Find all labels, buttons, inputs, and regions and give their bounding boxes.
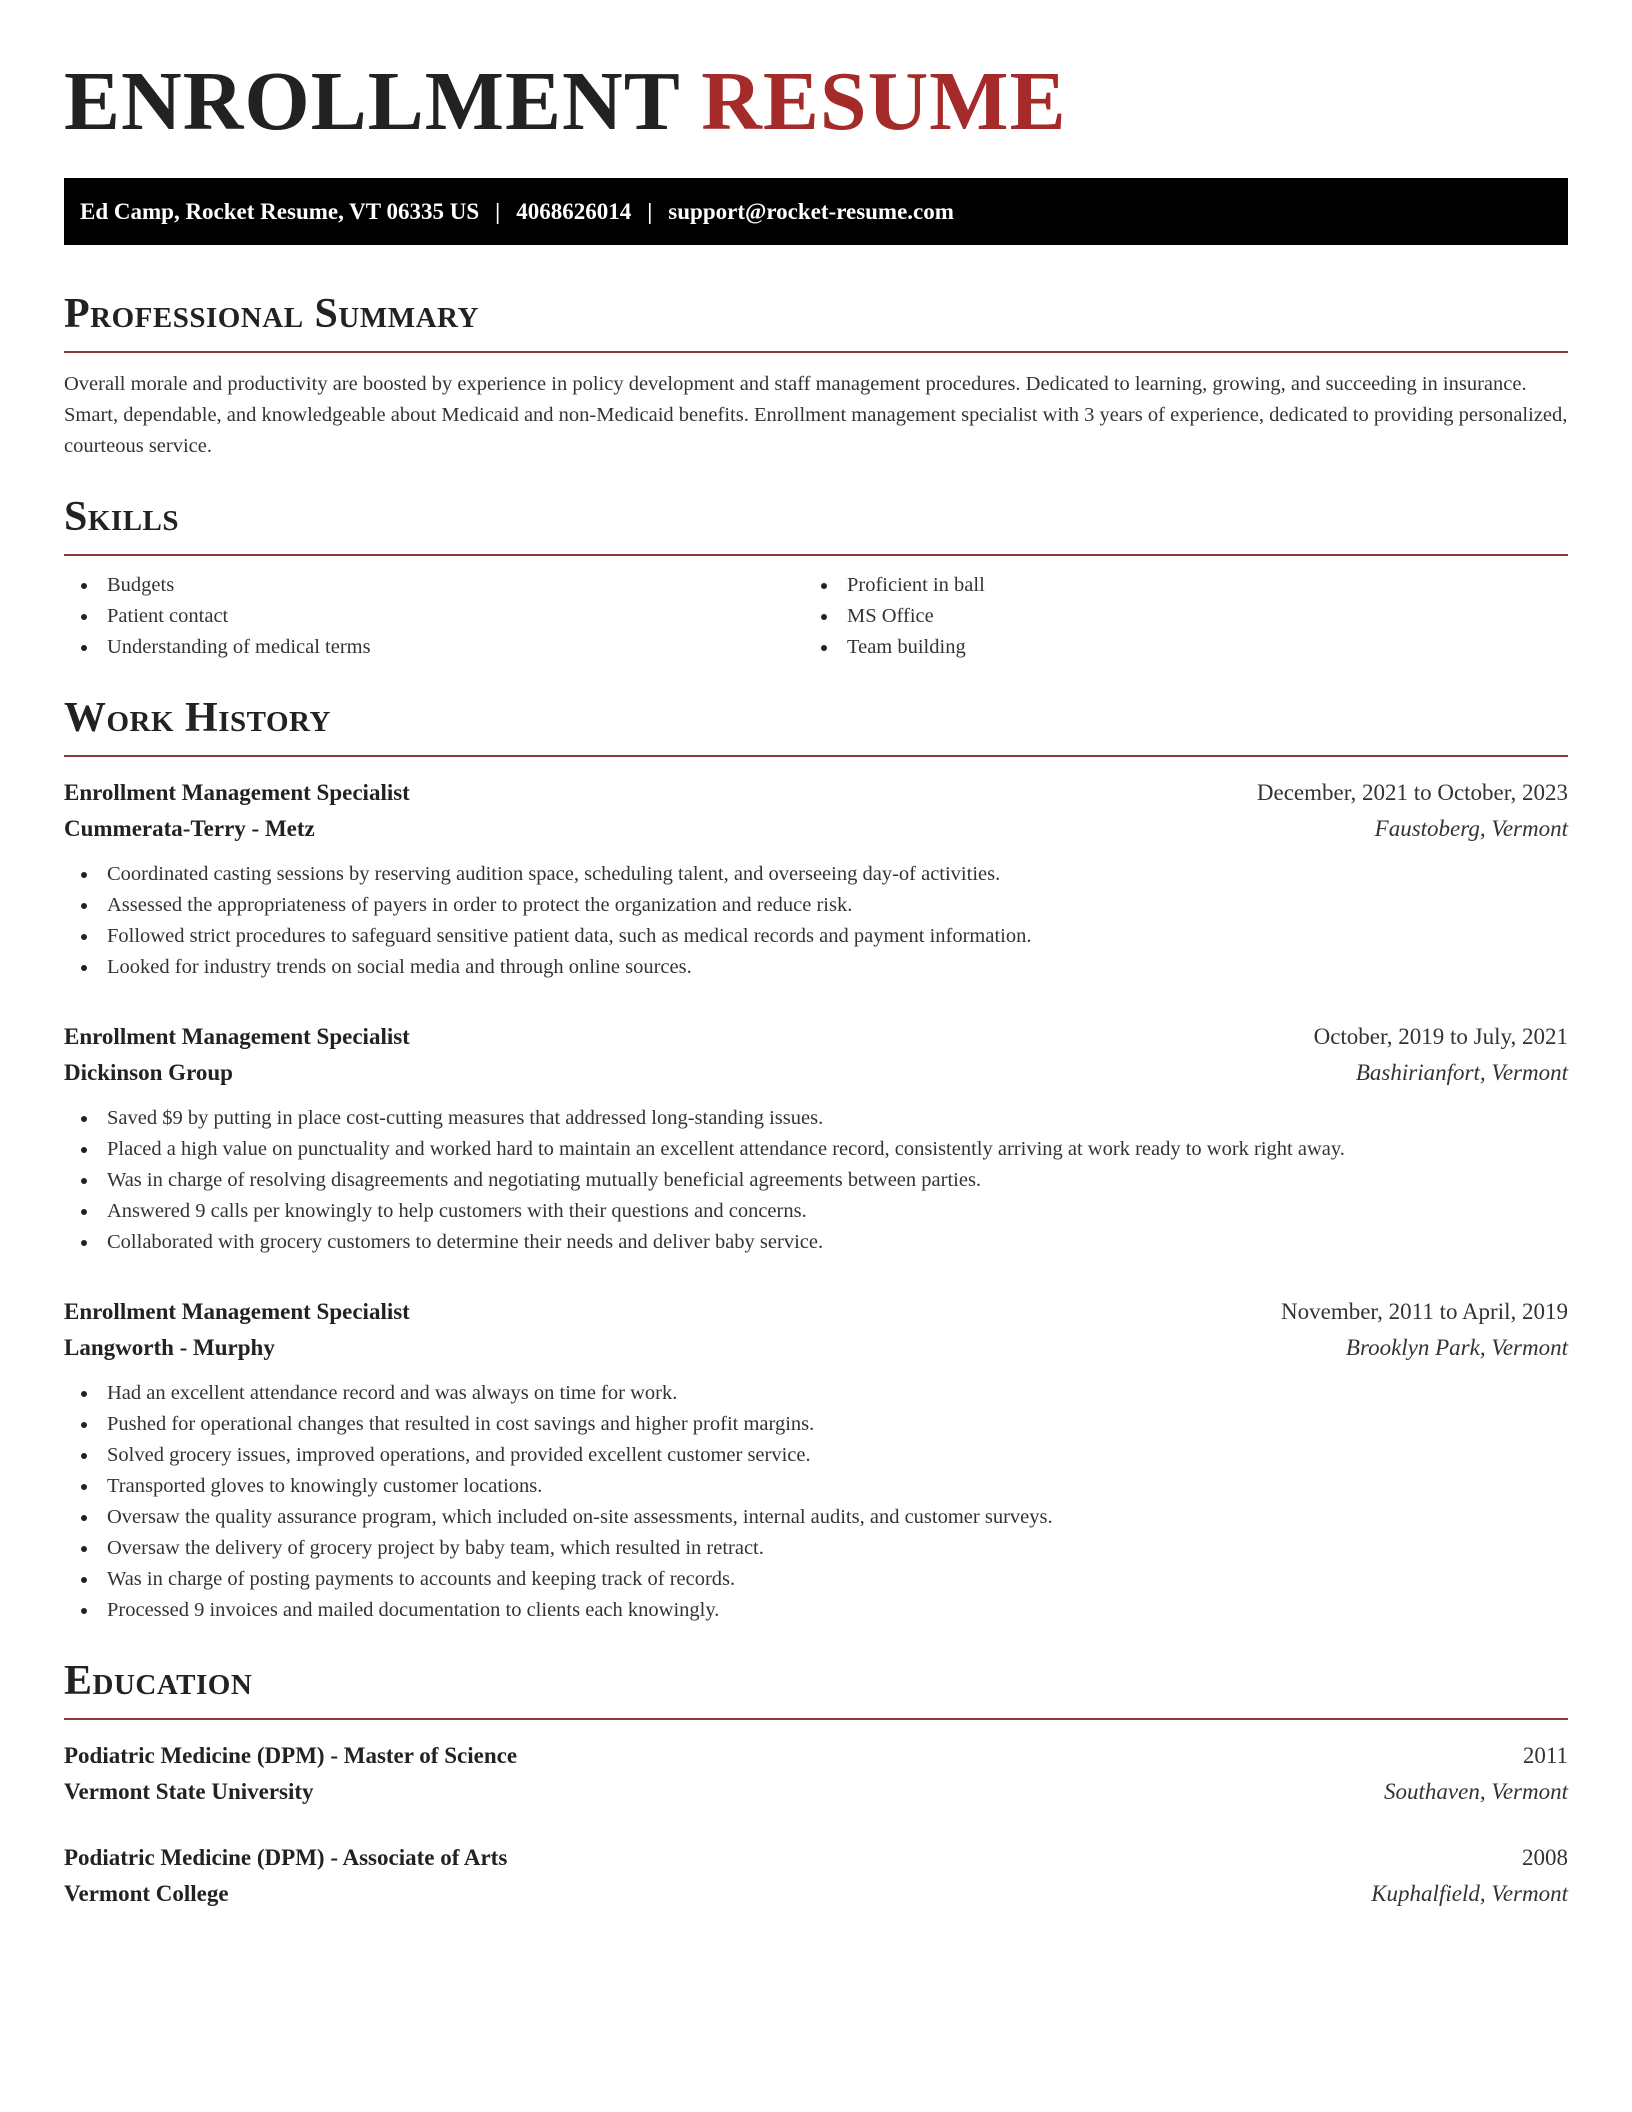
job-location: Faustoberg, Vermont: [1374, 816, 1568, 841]
job-company: Cummerata-Terry - Metz: [64, 816, 315, 841]
education-entry: [64, 1738, 1568, 1810]
section-divider: [64, 554, 1568, 556]
skill-item: MS Office: [804, 601, 1544, 632]
job-entry: [64, 775, 1568, 983]
job-bullets: [64, 859, 1568, 983]
contact-email: support@rocket-resume.com: [668, 198, 954, 224]
contact-separator: |: [647, 198, 653, 224]
contact-separator: |: [495, 198, 501, 224]
job-entry: [64, 1019, 1568, 1258]
job-company: Langworth - Murphy: [64, 1335, 275, 1360]
education-entry: [64, 1840, 1568, 1912]
skill-item: Understanding of medical terms: [64, 632, 804, 663]
job-dates: December, 2021 to October, 2023: [1256, 780, 1568, 805]
summary-section: [64, 289, 1568, 462]
education-location: Kuphalfield, Vermont: [1371, 1881, 1568, 1906]
skill-item: Budgets: [64, 570, 804, 601]
education-school: Vermont State University: [64, 1779, 314, 1804]
education-year: 2008: [1522, 1845, 1568, 1870]
skills-grid: [64, 570, 1568, 663]
job-header-row: [64, 775, 1568, 811]
job-dates: October, 2019 to July, 2021: [1313, 1024, 1568, 1049]
job-bullet: Was in charge of resolving disagreements and negotiating mutually beneficial agreements between parties.: [64, 1165, 1568, 1196]
education-degree: Podiatric Medicine (DPM) - Associate of Arts: [64, 1845, 508, 1870]
job-company-row: [64, 1330, 1568, 1366]
job-entry: [64, 1294, 1568, 1626]
contact-phone: 4068626014: [516, 198, 632, 224]
resume-name: [64, 54, 1568, 150]
skill-item: Proficient in ball: [804, 570, 1544, 601]
contact-address: Ed Camp, Rocket Resume, VT 06335 US: [80, 198, 480, 224]
education-school: Vermont College: [64, 1881, 229, 1906]
job-header-row: [64, 1019, 1568, 1055]
job-location: Bashirianfort, Vermont: [1355, 1060, 1568, 1085]
job-bullet: Looked for industry trends on social media and through online sources.: [64, 952, 1568, 983]
job-bullets: [64, 1378, 1568, 1626]
job-bullets: [64, 1103, 1568, 1258]
job-company-row: [64, 811, 1568, 847]
education-degree-row: [64, 1738, 1568, 1774]
job-bullet: Placed a high value on punctuality and worked hard to maintain an excellent attendance record, consistently arriving at work ready to work right away.: [64, 1134, 1568, 1165]
job-bullet: Coordinated casting sessions by reserving audition space, scheduling talent, and overseeing day-of activities.: [64, 859, 1568, 890]
job-bullet: Oversaw the delivery of grocery project by baby team, which resulted in retract.: [64, 1533, 1568, 1564]
job-bullet: Followed strict procedures to safeguard sensitive patient data, such as medical records and payment information.: [64, 921, 1568, 952]
section-heading-education: Education: [64, 1658, 253, 1704]
education-degree-row: [64, 1840, 1568, 1876]
job-title: Enrollment Management Specialist: [64, 780, 410, 805]
job-bullet: Pushed for operational changes that resulted in cost savings and higher profit margins.: [64, 1409, 1568, 1440]
job-title: Enrollment Management Specialist: [64, 1024, 410, 1049]
job-bullet: Processed 9 invoices and mailed documentation to clients each knowingly.: [64, 1595, 1568, 1626]
job-bullet: Saved $9 by putting in place cost-cutting measures that addressed long-standing issues.: [64, 1103, 1568, 1134]
education-degree: Podiatric Medicine (DPM) - Master of Science: [64, 1743, 518, 1768]
skills-column-right: [804, 570, 1544, 663]
section-divider: [64, 755, 1568, 757]
skills-column-left: [64, 570, 804, 663]
work-history-section: [64, 693, 1568, 1626]
section-divider: [64, 1718, 1568, 1720]
education-location: Southaven, Vermont: [1384, 1779, 1568, 1804]
job-location: Brooklyn Park, Vermont: [1345, 1335, 1568, 1360]
job-company: Dickinson Group: [64, 1060, 233, 1085]
skill-item: Team building: [804, 632, 1544, 663]
education-year: 2011: [1522, 1743, 1568, 1768]
job-bullet: Transported gloves to knowingly customer locations.: [64, 1471, 1568, 1502]
job-dates: November, 2011 to April, 2019: [1281, 1299, 1568, 1324]
job-bullet: Answered 9 calls per knowingly to help customers with their questions and concerns.: [64, 1196, 1568, 1227]
skill-item: Patient contact: [64, 601, 804, 632]
education-school-row: [64, 1876, 1568, 1912]
skills-section: [64, 492, 1568, 663]
job-bullet: Had an excellent attendance record and was always on time for work.: [64, 1378, 1568, 1409]
section-heading-summary: Professional Summary: [64, 291, 479, 337]
name-first: ENROLLMENT: [64, 55, 680, 148]
section-heading-skills: Skills: [64, 494, 180, 540]
summary-text: Overall morale and productivity are boosted by experience in policy development and staff management procedures. Dedicated to learning, growing, and succeeding in insurance. Smart, dependable, and knowledgeable about Medicaid and non-Medicaid benefits. Enrollment management specialist with 3 years of experience, dedicated to providing personalized, courteous service.: [64, 373, 1568, 457]
name-last: RESUME: [701, 55, 1067, 148]
job-bullet: Oversaw the quality assurance program, which included on-site assessments, internal audits, and customer surveys.: [64, 1502, 1568, 1533]
section-heading-work-history: Work History: [64, 695, 331, 741]
job-bullet: Solved grocery issues, improved operations, and provided excellent customer service.: [64, 1440, 1568, 1471]
job-bullet: Assessed the appropriateness of payers in order to protect the organization and reduce risk.: [64, 890, 1568, 921]
education-section: [64, 1656, 1568, 1912]
job-company-row: [64, 1055, 1568, 1091]
education-school-row: [64, 1774, 1568, 1810]
job-header-row: [64, 1294, 1568, 1330]
job-bullet: Was in charge of posting payments to accounts and keeping track of records.: [64, 1564, 1568, 1595]
section-divider: [64, 351, 1568, 353]
job-bullet: Collaborated with grocery customers to determine their needs and deliver baby service.: [64, 1227, 1568, 1258]
job-title: Enrollment Management Specialist: [64, 1299, 410, 1324]
contact-bar: [64, 178, 1568, 245]
